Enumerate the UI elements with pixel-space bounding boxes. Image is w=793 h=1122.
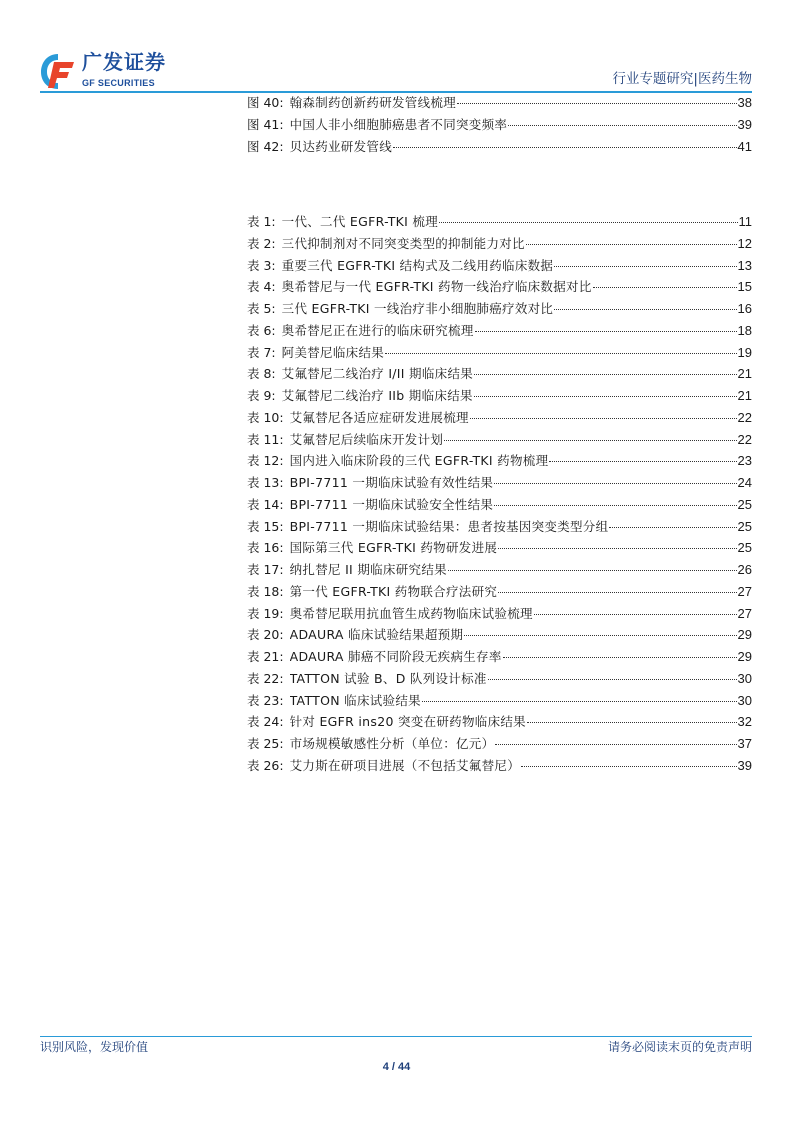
toc-table-entry[interactable]: [247, 561, 752, 583]
entry-label: 表 9:: [247, 388, 276, 403]
entry-page: 12: [737, 235, 752, 251]
entry-title: 第一代 EGFR-TKI 药物联合疗法研究: [289, 583, 498, 599]
entry-title: 一代、二代 EGFR-TKI 梳理: [281, 214, 439, 229]
footer-divider: [40, 1036, 752, 1037]
toc-table-entry[interactable]: [247, 713, 752, 735]
dot-leader: [422, 701, 737, 702]
entry-title: 重要三代 EGFR-TKI 结构式及二线用药临床数据: [281, 257, 554, 273]
entry-title: 市场规模敏感性分析（单位：亿元）: [289, 736, 495, 751]
dot-leader: [549, 461, 736, 462]
entry-page: 21: [737, 366, 752, 382]
entry-title: ADAURA 肺癌不同阶段无疾病生存率: [289, 649, 502, 664]
toc-table-entry[interactable]: [247, 322, 752, 344]
entry-page: 32: [737, 714, 752, 730]
entry-page: 30: [737, 692, 752, 708]
toc-table-entry[interactable]: [247, 518, 752, 540]
entry-title: 艾氟替尼二线治疗 IIb 期临床结果: [281, 388, 473, 403]
toc-figure-entry[interactable]: [247, 138, 752, 160]
toc-table-entry[interactable]: [247, 300, 752, 322]
entry-title: 艾氟替尼二线治疗 I/II 期临床结果: [281, 366, 474, 382]
entry-page: 19: [737, 344, 752, 360]
entry-label: 表 22:: [247, 670, 284, 686]
entry-page: 26: [737, 562, 752, 577]
entry-page: 38: [737, 95, 752, 110]
entry-title: 国际第三代 EGFR-TKI 药物研发进展: [289, 540, 498, 556]
dot-leader: [527, 722, 737, 723]
dot-leader: [488, 679, 737, 680]
entry-label: 表 15:: [247, 518, 284, 534]
figure-list: [247, 94, 752, 159]
entry-label: 表 4:: [247, 279, 276, 295]
dot-leader: [470, 418, 737, 419]
entry-page: 22: [737, 431, 752, 447]
entry-label: 图 42:: [247, 138, 284, 154]
entry-page: 11: [738, 214, 752, 229]
toc-table-entry[interactable]: [247, 539, 752, 561]
entry-title: 阿美替尼临床结果: [281, 344, 385, 360]
entry-page: 30: [737, 670, 752, 686]
dot-leader: [393, 147, 737, 148]
entry-page: 27: [737, 605, 752, 621]
entry-title: 中国人非小细胞肺癌患者不同突变频率: [289, 116, 508, 132]
toc-table-entry[interactable]: [247, 605, 752, 627]
toc-figure-entry[interactable]: [247, 116, 752, 138]
entry-label: 表 13:: [247, 475, 284, 490]
dot-leader: [475, 331, 737, 332]
dot-leader: [448, 570, 737, 571]
entry-page: 25: [737, 540, 752, 556]
toc-table-entry[interactable]: [247, 648, 752, 670]
toc-figure-entry[interactable]: [247, 94, 752, 116]
table-list: [247, 213, 752, 779]
entry-title: BPI-7711 一期临床试验结果：患者按基因突变类型分组: [289, 518, 609, 534]
entry-title: 艾氟替尼后续临床开发计划: [289, 431, 444, 447]
toc-table-entry[interactable]: [247, 474, 752, 496]
entry-label: 表 12:: [247, 453, 284, 469]
entry-title: 奥希替尼与一代 EGFR-TKI 药物一线治疗临床数据对比: [281, 279, 592, 295]
entry-label: 表 14:: [247, 496, 284, 512]
page-number: 4 / 44: [382, 1061, 411, 1073]
entry-label: 表 26:: [247, 757, 284, 773]
toc-table-entry[interactable]: [247, 235, 752, 257]
dot-leader: [534, 614, 737, 615]
entry-title: ADAURA 临床试验结果超预期: [289, 627, 464, 643]
entry-title: 艾力斯在研项目进展（不包括艾氟替尼）: [289, 757, 520, 773]
entry-page: 27: [737, 583, 752, 599]
entry-label: 表 19:: [247, 605, 284, 621]
entry-label: 表 6:: [247, 322, 276, 338]
toc-table-entry[interactable]: [247, 387, 752, 409]
toc-table-entry[interactable]: [247, 213, 752, 235]
toc-table-entry[interactable]: [247, 257, 752, 279]
dot-leader: [385, 353, 736, 354]
dot-leader: [457, 103, 737, 104]
toc-table-entry[interactable]: [247, 626, 752, 648]
entry-page: 41: [737, 138, 752, 154]
dot-leader: [464, 635, 736, 636]
entry-label: 表 21:: [247, 649, 284, 664]
entry-label: 表 18:: [247, 583, 284, 599]
entry-title: 奥希替尼正在进行的临床研究梳理: [281, 322, 474, 338]
dot-leader: [503, 657, 737, 658]
entry-label: 表 2:: [247, 235, 276, 251]
entry-label: 表 24:: [247, 714, 284, 730]
entry-page: 18: [737, 322, 752, 338]
dot-leader: [508, 125, 736, 126]
dot-leader: [439, 222, 737, 223]
dot-leader: [521, 766, 737, 767]
entry-page: 16: [737, 301, 752, 316]
toc-table-entry[interactable]: [247, 409, 752, 431]
logo-text-cn: 广发证券: [82, 50, 166, 74]
toc-table-entry[interactable]: [247, 452, 752, 474]
entry-page: 29: [737, 627, 752, 643]
toc-table-entry[interactable]: [247, 735, 752, 757]
toc-table-entry[interactable]: [247, 344, 752, 366]
entry-title: TATTON 临床试验结果: [289, 692, 421, 708]
entry-label: 表 5:: [247, 301, 276, 316]
entry-label: 表 25:: [247, 736, 284, 751]
toc-table-entry[interactable]: [247, 757, 752, 779]
dot-leader: [474, 396, 737, 397]
toc-table-entry[interactable]: [247, 431, 752, 453]
logo-text-en: GF SECURITIES: [82, 78, 155, 88]
entry-page: 37: [737, 736, 752, 751]
report-section-title: 行业专题研究|医药生物: [612, 71, 752, 87]
entry-label: 表 1:: [247, 214, 276, 229]
entry-title: TATTON 试验 B、D 队列设计标准: [289, 670, 487, 686]
toc-table-entry[interactable]: [247, 365, 752, 387]
toc-table-entry[interactable]: [247, 278, 752, 300]
entry-title: 奥希替尼联用抗血管生成药物临床试验梳理: [289, 605, 533, 621]
dot-leader: [498, 548, 736, 549]
dot-leader: [494, 505, 736, 506]
entry-label: 表 3:: [247, 257, 276, 273]
dot-leader: [495, 744, 736, 745]
entry-page: 39: [737, 116, 752, 132]
footer-disclaimer: 请务必阅读末页的免责声明: [607, 1040, 752, 1054]
entry-label: 表 16:: [247, 540, 284, 556]
entry-title: 针对 EGFR ins20 突变在研药物临床结果: [289, 714, 526, 730]
entry-label: 表 20:: [247, 627, 284, 643]
entry-page: 15: [737, 279, 752, 295]
entry-page: 25: [737, 518, 752, 534]
company-logo: [40, 50, 175, 92]
entry-page: 29: [737, 649, 752, 664]
entry-title: 国内进入临床阶段的三代 EGFR-TKI 药物梳理: [289, 453, 549, 469]
entry-title: BPI-7711 一期临床试验有效性结果: [289, 475, 494, 490]
dot-leader: [474, 374, 736, 375]
entry-label: 表 17:: [247, 562, 284, 577]
dot-leader: [554, 266, 736, 267]
entry-page: 23: [737, 453, 752, 469]
dot-leader: [498, 592, 736, 593]
entry-page: 39: [737, 757, 752, 773]
entry-title: 三代抑制剂对不同突变类型的抑制能力对比: [281, 235, 525, 251]
entry-page: 25: [737, 496, 752, 512]
dot-leader: [494, 483, 736, 484]
entry-label: 图 41:: [247, 116, 284, 132]
entry-page: 21: [737, 388, 752, 403]
entry-title: 纳扎替尼 II 期临床研究结果: [289, 562, 447, 577]
dot-leader: [444, 440, 736, 441]
gf-logo-icon: [40, 52, 76, 90]
header-divider: [40, 91, 752, 93]
dot-leader: [554, 309, 736, 310]
entry-page: 22: [737, 409, 752, 425]
entry-title: 贝达药业研发管线: [289, 138, 392, 154]
dot-leader: [526, 244, 737, 245]
entry-title: BPI-7711 一期临床试验安全性结果: [289, 496, 494, 512]
entry-title: 三代 EGFR-TKI 一线治疗非小细胞肺癌疗效对比: [281, 301, 554, 316]
dot-leader: [593, 287, 737, 288]
toc-table-entry[interactable]: [247, 670, 752, 692]
footer-slogan: 识别风险，发现价值: [40, 1040, 149, 1054]
dot-leader: [609, 527, 736, 528]
toc-table-entry[interactable]: [247, 496, 752, 518]
entry-title: 翰森制药创新药研发管线梳理: [289, 95, 456, 110]
entry-label: 表 11:: [247, 431, 284, 447]
entry-label: 图 40:: [247, 95, 284, 110]
entry-page: 13: [737, 257, 752, 273]
entry-label: 表 7:: [247, 344, 276, 360]
toc-table-entry[interactable]: [247, 583, 752, 605]
entry-title: 艾氟替尼各适应症研发进展梳理: [289, 409, 469, 425]
toc-table-entry[interactable]: [247, 692, 752, 714]
entry-page: 24: [737, 475, 752, 490]
entry-label: 表 10:: [247, 409, 284, 425]
entry-label: 表 23:: [247, 692, 284, 708]
entry-label: 表 8:: [247, 366, 276, 382]
